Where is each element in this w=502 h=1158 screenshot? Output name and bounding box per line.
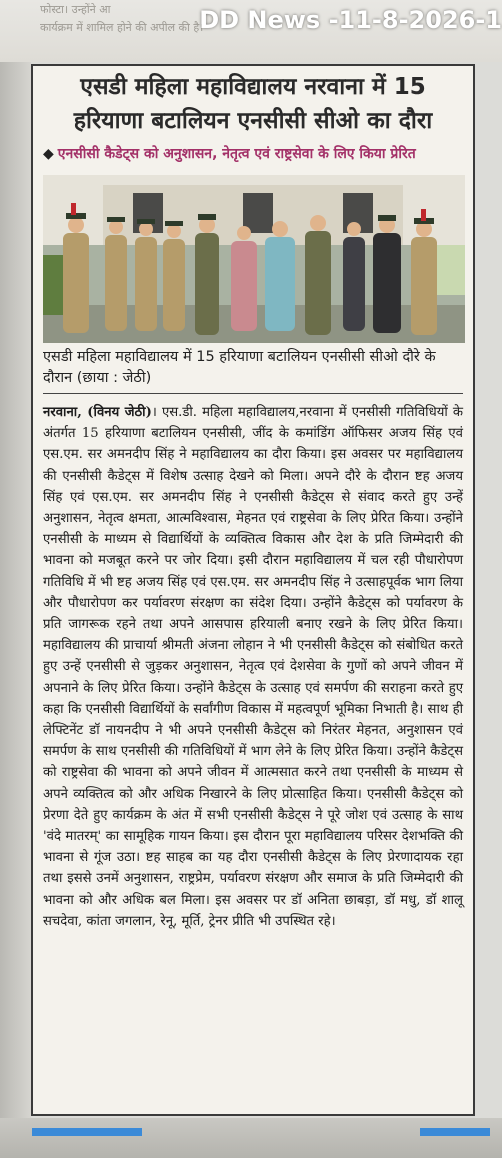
watermark-text: DD News -11-8-2026-1 [199, 6, 502, 34]
dateline: नरवाना, (विनय जेठी) [43, 405, 152, 420]
blue-accent-bar [420, 1128, 490, 1136]
article-headline [41, 70, 465, 138]
faint-text-line: फोस्टा। उन्होंने आ [40, 3, 111, 16]
article-body [43, 402, 463, 932]
bottom-edge [0, 1118, 502, 1158]
article-photo [43, 175, 465, 343]
diamond-bullet-icon: ◆ [43, 146, 54, 162]
faint-text-line: कार्यक्रम में शामिल होने की अपील की है। [40, 21, 204, 34]
adjacent-column-edge [478, 95, 502, 475]
headline-line-1: एसडी महिला महाविद्यालय नरवाना में 15 [80, 74, 426, 100]
photo-caption: एसडी महिला महाविद्यालय में 15 हरियाणा बटालियन एनसीसी सीओ दौरे के दौरान (छाया : जेठी) [43, 347, 463, 394]
page-edge [0, 62, 31, 1118]
news-clipping [31, 64, 475, 1116]
body-text: । एस.डी. महिला महाविद्यालय,नरवाना में एनसीसी गतिविधियों के अंतर्गत 15 हरियाणा बटालियन एनसीसी, जींद के कमांडिंग ऑफिसर अजय सिंह एवं एस.एम. सर अमनदीप सिंह ने महाविद्यालय का दौरा किया। इस अवसर पर महाविद्यालय की एनसीसी कैडेट्स में विशेष उत्साह देखने को मिला। अपने दौरे के दौरान ष्टह अजय सिंह एवं एस.एम. सर अमनदीप सिंह ने एनसीसी कैडेट्स से संवाद करते हुए उन्हें अनुशासन, नेतृत्व क्षमता, आत्मविश्वास, मेहनत एवं राष्ट्रसेवा के लिए प्रेरित किया। उन्होंने एनसीसी के माध्यम से विद्यार्थियों के व्यक्तित्व विकास और देश के प्रति जिम्मेदारी की भावना को मजबूत करने पर जोर दिया। इसी दौरान महाविद्यालय में चल रही पौधारोपण गतिविधि में भी ष्टह अजय सिंह एवं एस.एम. सर अमनदीप सिंह ने उत्साहपूर्वक भाग लिया और पौधारोपण कर पर्यावरण संरक्षण का संदेश दिया। उन्होंने कैडेट्स को पर्यावरण के प्रति जागरूक रहने तथा अपने आसपास हरियाली बनाए रखने के लिए प्रेरित किया। महाविद्यालय की प्राचार्या श्रीमती अंजना लोहान ने भी एनसीसी कैडेट्स को संबोधित करते हुए उन्हें एनसीसी से जुड़कर अनुशासन, नेतृत्व एवं देशसेवा के गुणों को अपने जीवन में अपनाने के लिए प्रेरित किया। उन्होंने कैडेट्स के उत्साह एवं समर्पण की सराहना करते हुए कहा कि एनसीसी विद्यार्थियों के सर्वांगीण विकास में महत्वपूर्ण भूमिका निभाती है। साथ ही लेफ्टिनेंट डॉ नायनदीप ने भी अपने एनसीसी कैडेट्स को निरंतर मेहनत, अनुशासन एवं समर्पण के साथ एनसीसी की गतिविधियों में भाग लेने के लिए प्रेरित किया। उन्होंने कैडेट्स को राष्ट्रसेवा की भावना को अपने जीवन में आत्मसात करने तथा एनसीसी के माध्यम से अपने व्यक्तित्व को और अधिक निखारने के लिए प्रोत्साहित किया। एनसीसी कैडेट्स को प्रेरणा देते हुए कार्यक्रम के अंत में सभी एनसीसी कैडेट्स ने पूरे जोश एवं उत्साह के साथ 'वंदे मातरम्' का सामूहिक गायन किया। इस दौरान पूरा महाविद्यालय परिसर देशभक्ति की भावना से गूंज उठा। ष्टह साहब का यह दौरा एनसीसी कैडेट्स के लिए प्रेरणादायक रहा तथा इससे उनमें अनुशासन, राष्ट्रप्रेम, पर्यावरण संरक्षण और समाज के प्रति जिम्मेदारी की भावना को और अधिक बल मिला। इस अवसर पर डॉ अनिता छाबड़ा, डॉ मधु, डॉ शालू सचदेवा, कांता जगलान, रेनू, मूर्ति, ट्रेनर प्रीति भी उपस्थित रहे। [43, 405, 463, 929]
article-subhead [43, 144, 463, 165]
group-photo-illustration [43, 175, 465, 343]
headline-line-2: हरियाणा बटालियन एनसीसी सीओ का दौरा [73, 108, 433, 134]
subhead-text: एनसीसी कैडेट्स को अनुशासन, नेतृत्व एवं राष्ट्रसेवा के लिए किया प्रेरित [57, 146, 416, 162]
blue-accent-bar [32, 1128, 142, 1136]
